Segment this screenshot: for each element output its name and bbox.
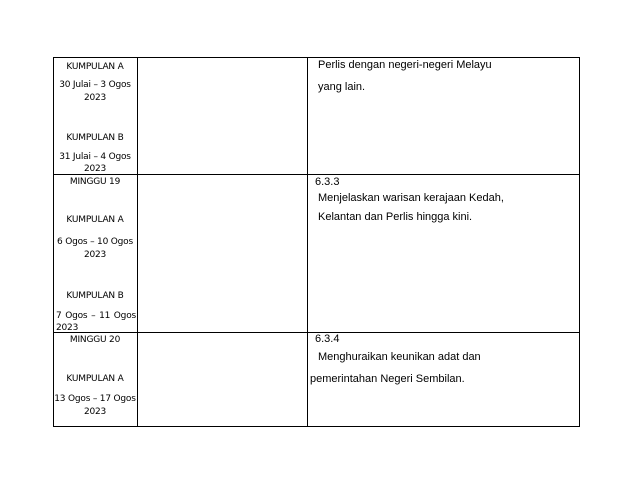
kumpulan-a-dates: 30 Julai – 3 Ogos [59, 80, 131, 90]
table-border-top [53, 57, 580, 58]
date-part: 11 [99, 311, 111, 321]
standard-text-line: Menjelaskan warisan kerajaan Kedah, [318, 192, 504, 204]
kumpulan-a-year: 2023 [83, 250, 107, 260]
column-divider-2 [307, 57, 308, 427]
table-border-right [579, 57, 580, 427]
kumpulan-b-dates: 31 Julai – 4 Ogos [59, 152, 131, 162]
standard-text-line: Kelantan dan Perlis hingga kini. [318, 211, 473, 223]
week-label: MINGGU 19 [69, 177, 121, 187]
kumpulan-b-label: KUMPULAN B [66, 291, 124, 301]
kumpulan-a-label: KUMPULAN A [66, 374, 124, 384]
kumpulan-a-year: 2023 [83, 407, 107, 417]
kumpulan-a-label: KUMPULAN A [66, 215, 124, 225]
kumpulan-a-label: KUMPULAN A [66, 62, 124, 72]
standard-text-line: yang lain. [318, 81, 366, 93]
date-part: – [91, 311, 96, 321]
standard-text-line: Menghuraikan keunikan adat dan [318, 351, 481, 363]
date-part: 7 [56, 311, 62, 321]
date-part: Ogos [113, 311, 136, 321]
kumpulan-b-dates [56, 312, 136, 321]
standard-text-line: pemerintahan Negeri Sembilan. [310, 373, 465, 385]
kumpulan-b-year: 2023 [56, 323, 79, 333]
kumpulan-a-dates: 13 Ogos – 17 Ogos [54, 394, 136, 404]
kumpulan-a-dates: 6 Ogos – 10 Ogos [57, 237, 133, 247]
standard-code: 6.3.3 [315, 176, 340, 188]
kumpulan-b-year: 2023 [83, 164, 107, 174]
kumpulan-a-year: 2023 [83, 93, 107, 103]
standard-code: 6.3.4 [315, 333, 340, 345]
kumpulan-b-label: KUMPULAN B [66, 133, 124, 143]
date-part: Ogos [65, 311, 88, 321]
week-label: MINGGU 20 [69, 335, 121, 345]
standard-text-line: Perlis dengan negeri-negeri Melayu [318, 59, 492, 71]
row-divider-1 [53, 174, 580, 175]
column-divider-1 [137, 57, 138, 427]
table-border-bottom [53, 426, 580, 427]
